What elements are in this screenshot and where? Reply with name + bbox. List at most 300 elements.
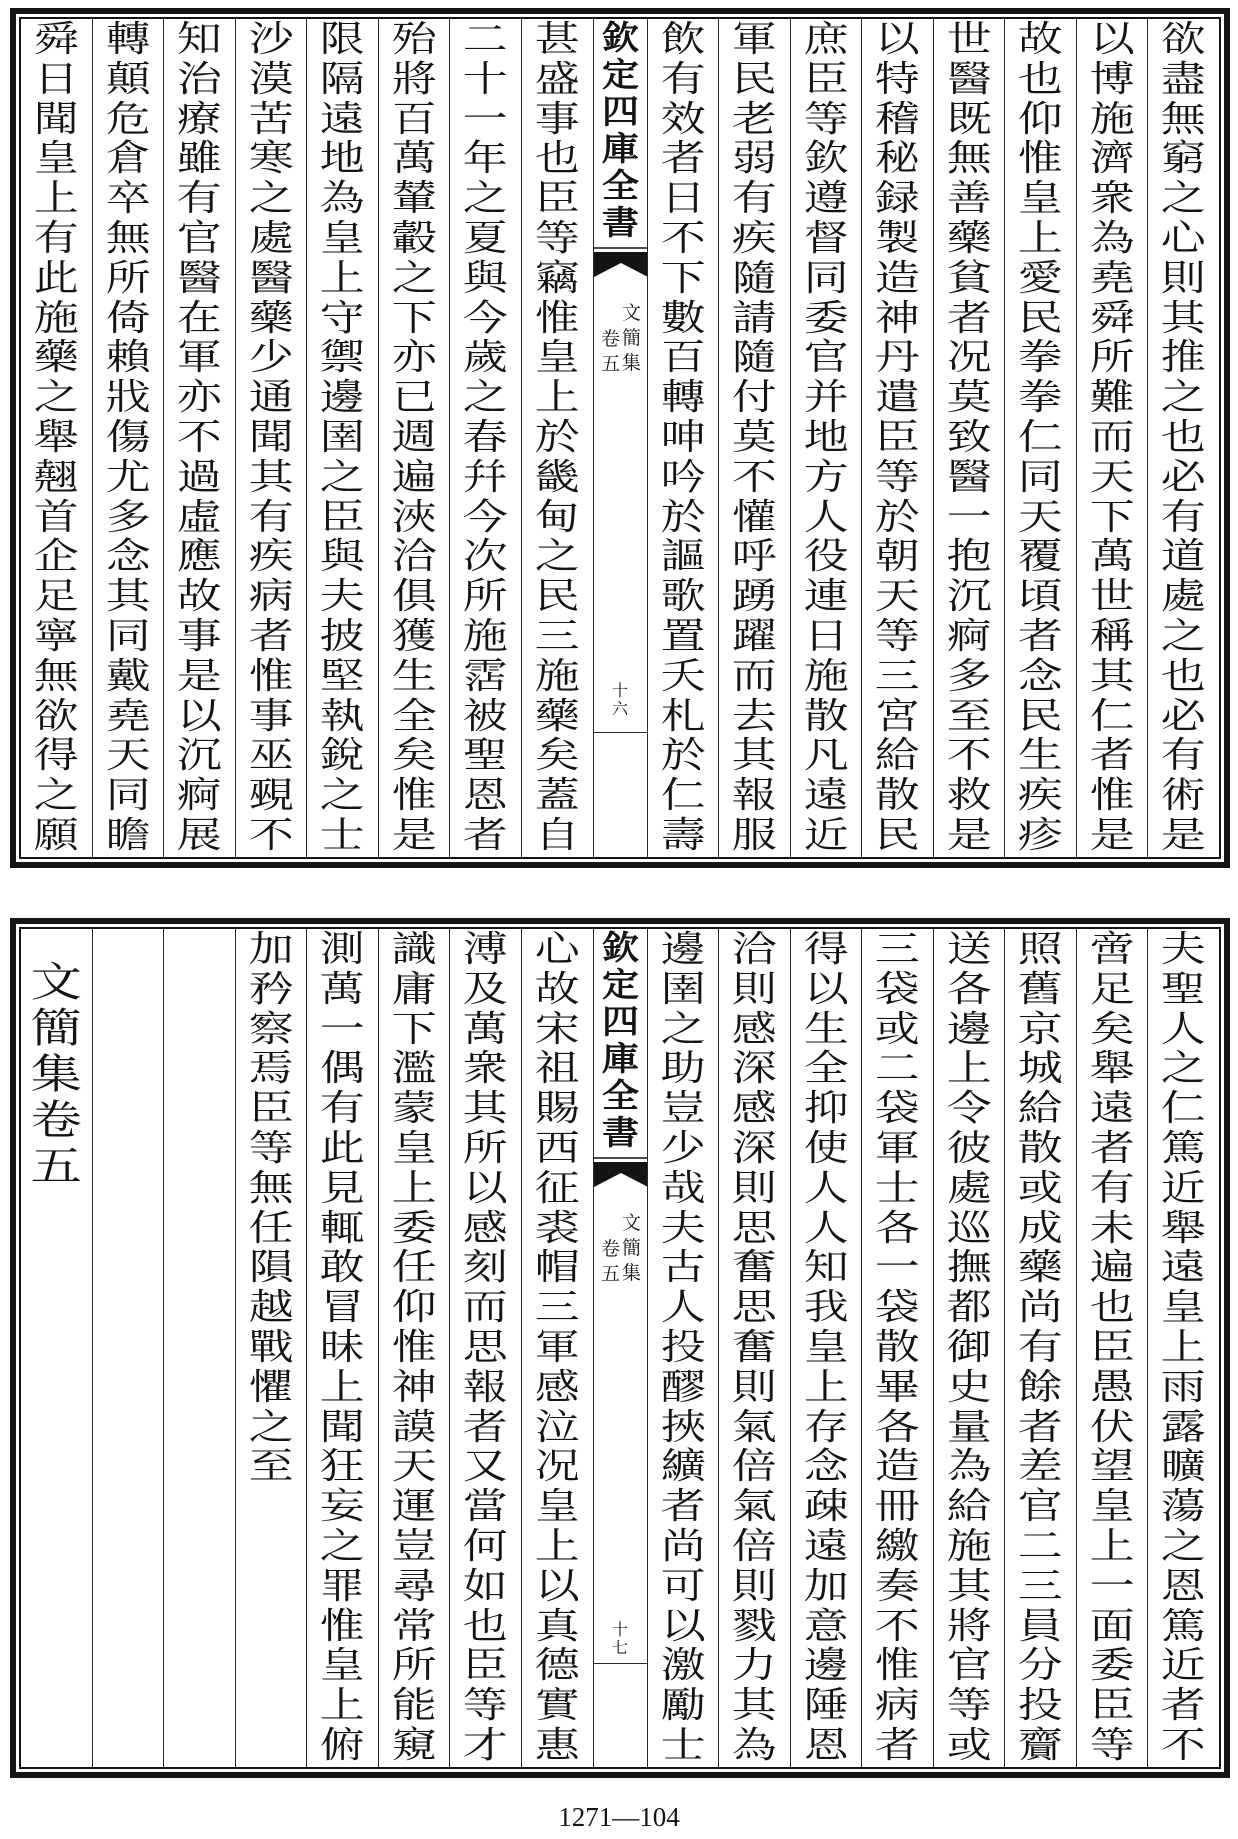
character: 差 <box>1018 1446 1064 1488</box>
character: 三 <box>874 655 920 697</box>
character: 面 <box>1089 1605 1135 1647</box>
character: 將 <box>946 1605 992 1647</box>
character: 陲 <box>803 1685 849 1727</box>
character: 投 <box>1018 1685 1064 1727</box>
character: 施 <box>33 297 79 339</box>
character: 製 <box>874 217 920 259</box>
character: 於 <box>660 496 706 538</box>
character: 惟 <box>874 1645 920 1687</box>
character: 而 <box>463 1287 509 1329</box>
text-column <box>163 19 235 857</box>
character: 惠 <box>534 1724 580 1766</box>
character: 篤 <box>1161 1127 1207 1169</box>
character: 少 <box>660 1127 706 1169</box>
character: 蓋 <box>534 775 580 817</box>
character: 有 <box>731 178 777 220</box>
character: 疾 <box>731 217 777 259</box>
character: 施 <box>946 1525 992 1567</box>
character: 尚 <box>1018 1287 1064 1329</box>
character: 通 <box>248 377 294 419</box>
character: 等 <box>248 1127 294 1169</box>
character: 溥 <box>463 929 509 970</box>
character: 袋 <box>874 1287 920 1329</box>
character: 民 <box>731 58 777 100</box>
character: 存 <box>803 1406 849 1448</box>
character: 士 <box>320 814 366 856</box>
character: 報 <box>731 775 777 817</box>
character: 五 <box>600 353 620 375</box>
character: 所 <box>463 576 509 618</box>
character: 也 <box>1161 416 1207 458</box>
character: 以 <box>534 1565 580 1607</box>
character: 不 <box>1161 1724 1207 1766</box>
character: 尚 <box>660 1525 706 1567</box>
text-column <box>933 19 1005 857</box>
character: 御 <box>946 1326 992 1368</box>
character: 造 <box>874 1446 920 1488</box>
character: 抑 <box>803 1088 849 1130</box>
character: 疾 <box>1018 775 1064 817</box>
character: 處 <box>946 1167 992 1209</box>
character: 飲 <box>660 19 706 60</box>
character: 之 <box>33 775 79 817</box>
character: 日 <box>803 615 849 657</box>
character: 上 <box>1161 1326 1207 1368</box>
character: 凡 <box>803 735 849 777</box>
character: 天 <box>874 576 920 618</box>
character: 皇 <box>803 1326 849 1368</box>
character: 不 <box>731 456 777 498</box>
character: 袋 <box>874 1088 920 1130</box>
character: 蕩 <box>1161 1486 1207 1528</box>
character: 三 <box>534 615 580 657</box>
character: 疾 <box>248 536 294 578</box>
character: 近 <box>1161 1645 1207 1687</box>
character: 貧 <box>946 257 992 299</box>
character: 惟 <box>320 1605 366 1647</box>
character: 壽 <box>660 814 706 856</box>
character: 各 <box>874 1406 920 1448</box>
character: 不 <box>660 217 706 259</box>
character: 仰 <box>1018 98 1064 140</box>
character: 冊 <box>874 1486 920 1528</box>
character: 上 <box>1018 217 1064 259</box>
character: 披 <box>320 615 366 657</box>
leaf-number <box>594 1621 647 1657</box>
character: 卷 <box>600 328 620 350</box>
character: 皇 <box>320 1645 366 1687</box>
character: 轉 <box>105 19 151 60</box>
character: 有 <box>1161 496 1207 538</box>
character: 二 <box>463 19 509 60</box>
character: 集 <box>30 1050 82 1098</box>
character: 簡 <box>621 1237 641 1259</box>
text-column <box>861 929 933 1767</box>
character: 惟 <box>391 775 437 817</box>
character: 蒙 <box>391 1088 437 1130</box>
character: 丹 <box>874 337 920 379</box>
character: 助 <box>660 1048 706 1090</box>
character: 如 <box>463 1565 509 1607</box>
character: 有 <box>33 217 79 259</box>
character: 各 <box>874 1207 920 1249</box>
character: 上 <box>320 257 366 299</box>
character: 臣 <box>534 178 580 220</box>
character: 道 <box>1161 536 1207 578</box>
character: 守 <box>320 297 366 339</box>
character: 下 <box>660 257 706 299</box>
character: 濫 <box>391 1048 437 1090</box>
character: 抱 <box>946 536 992 578</box>
character: 日 <box>33 58 79 100</box>
character: 弱 <box>731 138 777 180</box>
character: 夭 <box>660 655 706 697</box>
character: 敢 <box>320 1247 366 1289</box>
character: 一 <box>463 98 509 140</box>
character: 輦 <box>391 178 437 220</box>
book-title <box>621 301 643 376</box>
character: 遠 <box>1089 1088 1135 1130</box>
character: 致 <box>946 416 992 458</box>
character: 自 <box>534 814 580 856</box>
character: 庸 <box>391 968 437 1010</box>
character: 才 <box>463 1724 509 1766</box>
character: 一 <box>320 1008 366 1050</box>
character: 其 <box>463 1088 509 1130</box>
character: 苦 <box>248 98 294 140</box>
character: 心 <box>1161 217 1207 259</box>
character: 有 <box>1161 735 1207 777</box>
character: 遍 <box>1089 1247 1135 1289</box>
character: 事 <box>534 98 580 140</box>
character: 伏 <box>1089 1406 1135 1448</box>
character: 術 <box>1161 775 1207 817</box>
character: 有 <box>1089 1167 1135 1209</box>
character: 則 <box>1161 257 1207 299</box>
character: 實 <box>534 1685 580 1727</box>
character: 得 <box>803 929 849 970</box>
character: 隨 <box>731 257 777 299</box>
character: 勵 <box>660 1685 706 1727</box>
character: 是 <box>391 814 437 856</box>
character: 痾 <box>176 775 222 817</box>
character: 世 <box>946 19 992 60</box>
character: 以 <box>1089 19 1135 60</box>
character: 啻 <box>1089 929 1135 970</box>
character: 之 <box>1161 377 1207 419</box>
character: 無 <box>1161 98 1207 140</box>
character: 既 <box>946 98 992 140</box>
character: 可 <box>660 1565 706 1607</box>
character: 醫 <box>248 257 294 299</box>
character: 已 <box>391 377 437 419</box>
character: 照 <box>1018 929 1064 970</box>
character: 卷 <box>600 1238 620 1260</box>
character: 簡 <box>30 1004 82 1052</box>
upper-half-leaf <box>10 8 1230 868</box>
character: 獲 <box>391 615 437 657</box>
character: 等 <box>1089 1724 1135 1766</box>
character: 使 <box>803 1127 849 1169</box>
character: 當 <box>463 1486 509 1528</box>
character: 博 <box>1089 58 1135 100</box>
character: 同 <box>803 257 849 299</box>
character: 者 <box>1161 1685 1207 1727</box>
character: 仁 <box>1018 416 1064 458</box>
character: 夫 <box>320 576 366 618</box>
character: 夫 <box>1161 929 1207 970</box>
leaf-number <box>594 682 647 718</box>
character: 祖 <box>534 1048 580 1090</box>
character: 矣 <box>391 735 437 777</box>
character: 書 <box>601 1113 639 1152</box>
text-column <box>718 929 790 1767</box>
character: 施 <box>463 615 509 657</box>
character: 甚 <box>534 19 580 60</box>
character: 昧 <box>320 1326 366 1368</box>
character: 則 <box>731 1366 777 1408</box>
character: 以 <box>463 1167 509 1209</box>
character: 所 <box>1089 337 1135 379</box>
text-column <box>21 19 92 857</box>
character: 同 <box>1018 456 1064 498</box>
character: 之 <box>320 1525 366 1567</box>
character: 散 <box>1018 1127 1064 1169</box>
character: 百 <box>391 98 437 140</box>
character: 下 <box>391 1008 437 1050</box>
character: 民 <box>1018 695 1064 737</box>
character: 加 <box>803 1565 849 1607</box>
character: 集 <box>621 352 641 374</box>
character: 奏 <box>874 1565 920 1607</box>
character: 全 <box>803 1048 849 1090</box>
character: 七 <box>611 1638 628 1657</box>
character: 庫 <box>601 129 639 168</box>
character: 之 <box>320 775 366 817</box>
character: 邊 <box>803 1645 849 1687</box>
character: 矣 <box>1089 1008 1135 1050</box>
character: 效 <box>660 98 706 140</box>
character: 狂 <box>320 1446 366 1488</box>
character: 札 <box>660 695 706 737</box>
character: 銳 <box>320 735 366 777</box>
character: 企 <box>33 536 79 578</box>
character: 歌 <box>660 576 706 618</box>
character: 全 <box>601 166 639 205</box>
character: 地 <box>320 138 366 180</box>
character: 愚 <box>1089 1366 1135 1408</box>
character: 妄 <box>320 1486 366 1528</box>
text-column <box>378 19 450 857</box>
character: 一 <box>946 496 992 538</box>
character: 戴 <box>105 655 151 697</box>
character: 有 <box>660 58 706 100</box>
character: 與 <box>463 257 509 299</box>
character: 今 <box>463 297 509 339</box>
character: 集 <box>621 1262 641 1284</box>
character: 輒 <box>320 1207 366 1249</box>
character: 謨 <box>391 1406 437 1448</box>
character: 虛 <box>176 496 222 538</box>
character: 療 <box>176 98 222 140</box>
character: 見 <box>320 1167 366 1209</box>
character: 數 <box>660 297 706 339</box>
character: 民 <box>1018 297 1064 339</box>
character: 裘 <box>534 1207 580 1249</box>
text-column <box>861 19 933 857</box>
character: 多 <box>105 496 151 538</box>
character: 二 <box>874 1048 920 1090</box>
page-footer: 1271—104 <box>558 1802 680 1832</box>
character: 念 <box>803 1446 849 1488</box>
character: 餘 <box>1018 1366 1064 1408</box>
character: 皇 <box>391 1127 437 1169</box>
character: 偶 <box>320 1048 366 1090</box>
character: 官 <box>803 337 849 379</box>
character: 等 <box>803 98 849 140</box>
character: 氣 <box>731 1406 777 1448</box>
character: 萬 <box>320 968 366 1010</box>
character: 遠 <box>803 1525 849 1567</box>
text-column <box>378 929 450 1767</box>
character: 征 <box>534 1167 580 1209</box>
character: 官 <box>946 1645 992 1687</box>
character: 欽 <box>803 138 849 180</box>
character: 畢 <box>874 1366 920 1408</box>
character: 堅 <box>320 655 366 697</box>
character: 文 <box>621 302 641 324</box>
character: 於 <box>874 496 920 538</box>
character: 露 <box>1161 1406 1207 1448</box>
character: 也 <box>463 1605 509 1647</box>
character: 神 <box>874 297 920 339</box>
character: 少 <box>248 337 294 379</box>
character: 卒 <box>105 178 151 220</box>
character: 方 <box>803 456 849 498</box>
text-column <box>521 19 593 857</box>
character: 事 <box>248 695 294 737</box>
character: 施 <box>534 655 580 697</box>
character: 而 <box>1089 416 1135 458</box>
character: 施 <box>1089 98 1135 140</box>
character: 激 <box>660 1645 706 1687</box>
character: 洽 <box>391 536 437 578</box>
character: 付 <box>731 377 777 419</box>
character: 常 <box>391 1605 437 1647</box>
character: 拳 <box>1018 377 1064 419</box>
character: 庫 <box>601 1039 639 1078</box>
character: 上 <box>320 1366 366 1408</box>
character: 繳 <box>874 1525 920 1567</box>
character: 上 <box>391 1167 437 1209</box>
character: 奮 <box>731 1326 777 1368</box>
character: 請 <box>731 297 777 339</box>
character: 簡 <box>621 327 641 349</box>
character: 之 <box>463 178 509 220</box>
character: 運 <box>391 1486 437 1528</box>
character: 連 <box>803 576 849 618</box>
character: 其 <box>248 456 294 498</box>
series-title <box>594 19 647 241</box>
character: 為 <box>320 178 366 220</box>
character: 皇 <box>534 337 580 379</box>
character: 呻 <box>660 416 706 458</box>
character: 危 <box>105 98 151 140</box>
character: 執 <box>320 695 366 737</box>
character: 是 <box>1089 814 1135 856</box>
character: 豈 <box>660 1088 706 1130</box>
text-column <box>235 19 307 857</box>
character: 為 <box>1089 217 1135 259</box>
character: 皇 <box>534 1486 580 1528</box>
character: 心 <box>534 929 580 970</box>
character: 之 <box>248 1406 294 1448</box>
character: 巡 <box>946 1207 992 1249</box>
character: 軍 <box>731 19 777 60</box>
character: 欲 <box>33 695 79 737</box>
character: 浹 <box>391 496 437 538</box>
character: 者 <box>660 138 706 180</box>
character: 能 <box>391 1685 437 1727</box>
character: 限 <box>320 19 366 60</box>
character: 何 <box>463 1525 509 1567</box>
character: 泣 <box>534 1406 580 1448</box>
character: 尋 <box>391 1565 437 1607</box>
character: 呼 <box>731 536 777 578</box>
character: 員 <box>1018 1605 1064 1647</box>
character: 聖 <box>1161 968 1207 1010</box>
character: 并 <box>803 377 849 419</box>
character: 臣 <box>320 496 366 538</box>
character: 賴 <box>105 337 151 379</box>
character: 我 <box>803 1287 849 1329</box>
character: 舜 <box>33 19 79 60</box>
character: 同 <box>105 775 151 817</box>
character: 者 <box>946 297 992 339</box>
character: 歲 <box>463 337 509 379</box>
character: 疎 <box>803 1486 849 1528</box>
fish-tail-shape <box>594 1162 647 1187</box>
character: 書 <box>601 203 639 242</box>
character: 足 <box>33 576 79 618</box>
character: 戕 <box>105 377 151 419</box>
character: 此 <box>33 257 79 299</box>
character: 報 <box>463 1366 509 1408</box>
character: 天 <box>391 1446 437 1488</box>
character: 惟 <box>391 1326 437 1368</box>
character: 二 <box>1018 1525 1064 1567</box>
character: 力 <box>731 1645 777 1687</box>
character: 思 <box>463 1326 509 1368</box>
character: 亦 <box>391 337 437 379</box>
text-column <box>647 929 719 1767</box>
character: 惟 <box>248 655 294 697</box>
juan-number <box>600 327 622 377</box>
character: 疹 <box>1018 814 1064 856</box>
character: 四 <box>601 92 639 131</box>
character: 惟 <box>1089 775 1135 817</box>
character: 置 <box>660 615 706 657</box>
character: 覆 <box>1018 536 1064 578</box>
character: 臣 <box>803 58 849 100</box>
character: 去 <box>731 695 777 737</box>
character: 倚 <box>105 297 151 339</box>
character: 五 <box>30 1142 82 1190</box>
character: 欽 <box>601 929 639 967</box>
character: 而 <box>731 655 777 697</box>
character: 纊 <box>660 1446 706 1488</box>
lower-half-leaf <box>10 918 1230 1778</box>
